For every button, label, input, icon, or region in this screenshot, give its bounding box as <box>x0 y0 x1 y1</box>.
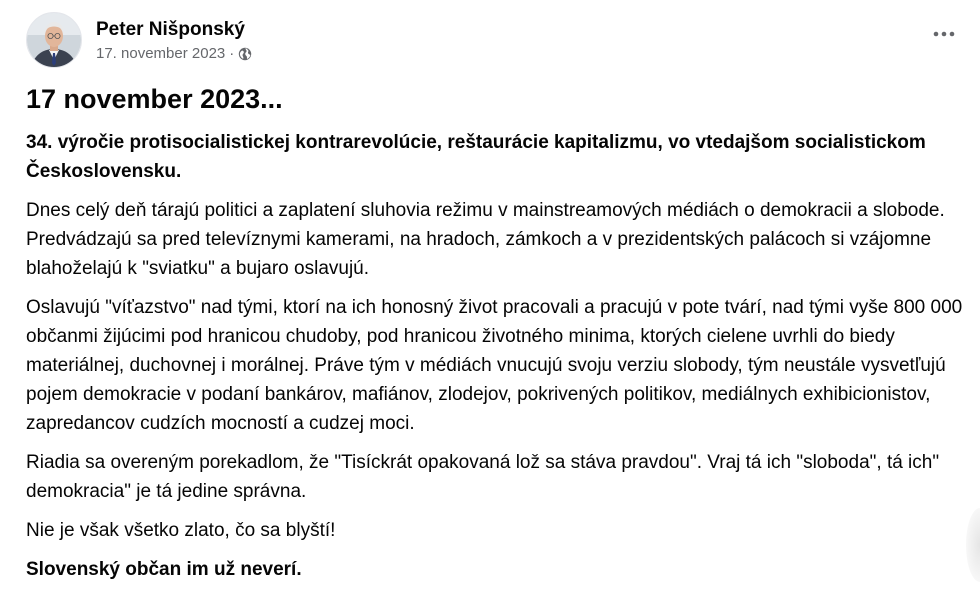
post-paragraph: Dnes celý deň tárajú politici a zaplatení sluhovia režimu v mainstreamových médiách o demokracii a slobode. Predvádzajú sa pred televíznymi kamerami, na hradoch, zámkoch a v prezidentských palácoch si vzájomne blahoželajú k "sviatku" a bujaro oslavujú. <box>26 200 945 279</box>
date-separator: · <box>229 45 235 62</box>
post-meta <box>96 18 252 62</box>
author-avatar[interactable] <box>26 12 82 68</box>
post-paragraph: Oslavujú "víťazstvo" nad tými, ktorí na ich honosný život pracovali a pracujú v pote tvárí, nad tými vyše 800 000 občanmi žijúcimi pod hranicou chudoby, pod hranicou životného minima, ktorých cielene uvrhli do biedy materiálnej, duchovnej i morálnej. Práve tým v médiách vnucujú svoju verziu slobody, tým neustále vysvetľujú pojem demokracie v podaní bankárov, mafiánov, zlodejov, pokrivených politikov, mediálnych exhibicionistov, zapredancov cudzích mocností a cudzej moci. <box>26 297 963 434</box>
post-body <box>26 82 974 584</box>
post-date-row <box>96 45 252 62</box>
avatar-photo <box>27 13 81 67</box>
globe-icon[interactable] <box>238 47 252 61</box>
post-subtitle: 34. výročie protisocialistickej kontrarevolúcie, reštaurácie kapitalizmu, vo vtedajšom socialistickom Československu. <box>26 132 926 182</box>
post-title: 17 november 2023... <box>26 84 283 114</box>
author-name[interactable]: Peter Nišponský <box>96 19 245 40</box>
post-paragraph: Nie je však všetko zlato, čo sa blyští! <box>26 520 336 541</box>
more-options-icon[interactable] <box>926 22 962 46</box>
post-date[interactable]: 17. november 2023 <box>96 45 226 62</box>
post-paragraph: Riadia sa overeným porekadlom, že "Tisíckrát opakovaná lož sa stáva pravdou". Vraj tá ich "sloboda", tá ich" demokracia" je tá jedine správna. <box>26 452 940 502</box>
post-closing: Slovenský občan im už neverí. <box>26 559 302 580</box>
post-header <box>26 12 252 68</box>
